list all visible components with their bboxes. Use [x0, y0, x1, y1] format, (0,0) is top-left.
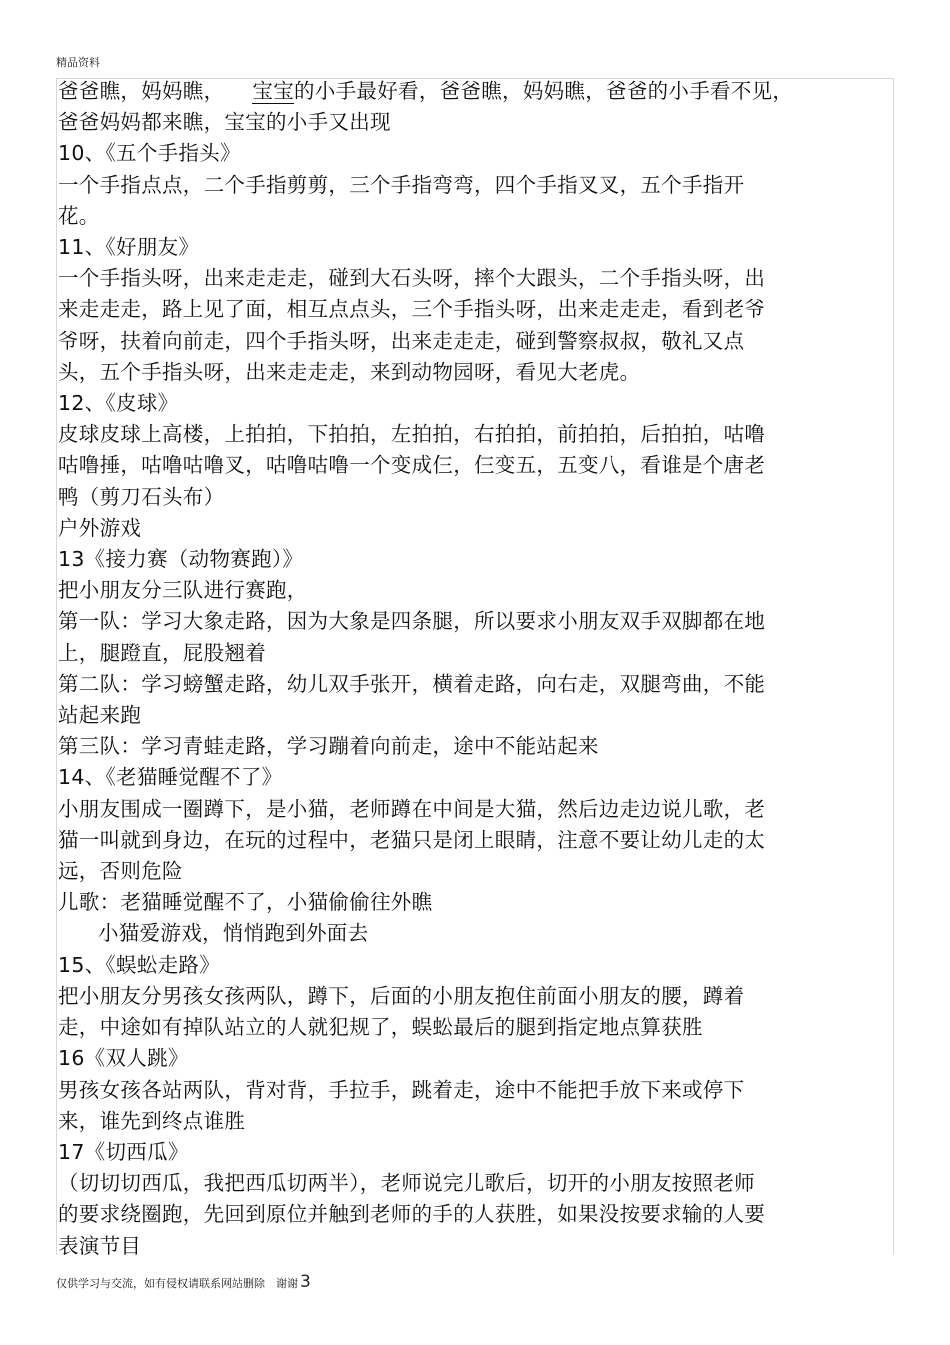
section-heading: 14、《老猫睡觉醒不了》 [58, 765, 283, 790]
section-heading: 户外游戏 [58, 515, 142, 540]
text-line: 把小朋友分男孩女孩两队，蹲下，后面的小朋友抱住前面小朋友的腰，蹲着 [58, 983, 745, 1008]
document-body [58, 76, 818, 1262]
page-footer [56, 1272, 311, 1292]
text-line: 来，谁先到终点谁胜 [58, 1108, 246, 1133]
text-line: 来走走走，路上见了面，相互点点头，三个手指头呀，出来走走走，看到老爷 [58, 297, 766, 322]
section-heading: 10、《五个手指头》 [58, 141, 241, 166]
text-line: 一个手指点点，二个手指剪剪，三个手指弯弯，四个手指叉叉，五个手指开 [58, 172, 745, 197]
text-line: 把小朋友分三队进行赛跑， [58, 578, 308, 603]
text-line: 咕噜捶，咕噜咕噜叉，咕噜咕噜一个变成仨，仨变五，五变八，看谁是个唐老 [58, 453, 766, 478]
text-line: 一个手指头呀，出来走走走，碰到大石头呀，摔个大跟头，二个手指头呀，出 [58, 266, 766, 291]
text-line: 爷呀，扶着向前走，四个手指头呀，出来走走走，碰到警察叔叔，敬礼又点 [58, 328, 745, 353]
text-line: 第二队：学习螃蟹走路，幼儿双手张开，横着走路，向右走，双腿弯曲，不能 [58, 671, 766, 696]
section-heading: 12、《皮球》 [58, 391, 179, 416]
text-line: 男孩女孩各站两队，背对背，手拉手，跳着走，途中不能把手放下来或停下 [58, 1077, 745, 1102]
text-line: （切切切西瓜，我把西瓜切两半），老师说完儿歌后，切开的小朋友按照老师 [58, 1171, 755, 1196]
section-heading: 16《双人跳》 [58, 1046, 189, 1071]
text-line: 头，五个手指头呀，出来走走走，来到动物园呀，看见大老虎。 [58, 359, 641, 384]
text-span: 的小手最好看，爸爸瞧，妈妈瞧，爸爸的小手看不见， [294, 79, 794, 103]
text-line: 的要求绕圈跑，先回到原位并触到老师的手的人获胜，如果没按要求输的人要 [58, 1202, 766, 1227]
text-span: 爸爸瞧，妈妈瞧， [58, 79, 225, 103]
text-line: 第三队：学习青蛙走路，学习蹦着向前走，途中不能站起来 [58, 734, 599, 759]
page-header: 精品资料 [56, 56, 100, 69]
section-heading: 13《接力赛（动物赛跑）》 [58, 547, 304, 572]
section-heading: 17《切西瓜》 [58, 1139, 189, 1164]
text-line: 小朋友围成一圈蹲下，是小猫，老师蹲在中间是大猫，然后边走边说儿歌，老 [58, 796, 766, 821]
text-line [58, 76, 818, 107]
text-line: 儿歌：老猫睡觉醒不了，小猫偷偷往外瞧 [58, 890, 433, 915]
text-line: 花。 [58, 203, 100, 228]
text-line: 远，否则危险 [58, 859, 183, 884]
text-line: 走，中途如有掉队站立的人就犯规了，蜈蚣最后的腿到指定地点算获胜 [58, 1015, 703, 1040]
page-number: 3 [300, 1272, 311, 1292]
footer-text: 仅供学习与交流，如有侵权请联系网站删除 谢谢 [56, 1277, 298, 1290]
text-line: 第一队：学习大象走路，因为大象是四条腿，所以要求小朋友双手双脚都在地 [58, 609, 766, 634]
text-line: 站起来跑 [58, 703, 142, 728]
section-heading: 15、《蜈蚣走路》 [58, 952, 221, 977]
text-line: 表演节目 [58, 1233, 142, 1258]
text-line: 鸭（剪刀石头布） [58, 484, 225, 509]
section-heading: 11、《好朋友》 [58, 235, 200, 260]
text-line: 皮球皮球上高楼，上拍拍，下拍拍，左拍拍，右拍拍，前拍拍，后拍拍，咕噜 [58, 422, 766, 447]
text-line: 上，腿蹬直，屁股翘着 [58, 640, 266, 665]
text-line: 猫一叫就到身边，在玩的过程中，老猫只是闭上眼睛，注意不要让幼儿走的太 [58, 827, 766, 852]
text-line: 小猫爱游戏，悄悄跑到外面去 [98, 921, 369, 946]
underlined-word: 宝宝 [252, 79, 295, 103]
text-line: 爸爸妈妈都来瞧，宝宝的小手又出现 [58, 110, 391, 135]
